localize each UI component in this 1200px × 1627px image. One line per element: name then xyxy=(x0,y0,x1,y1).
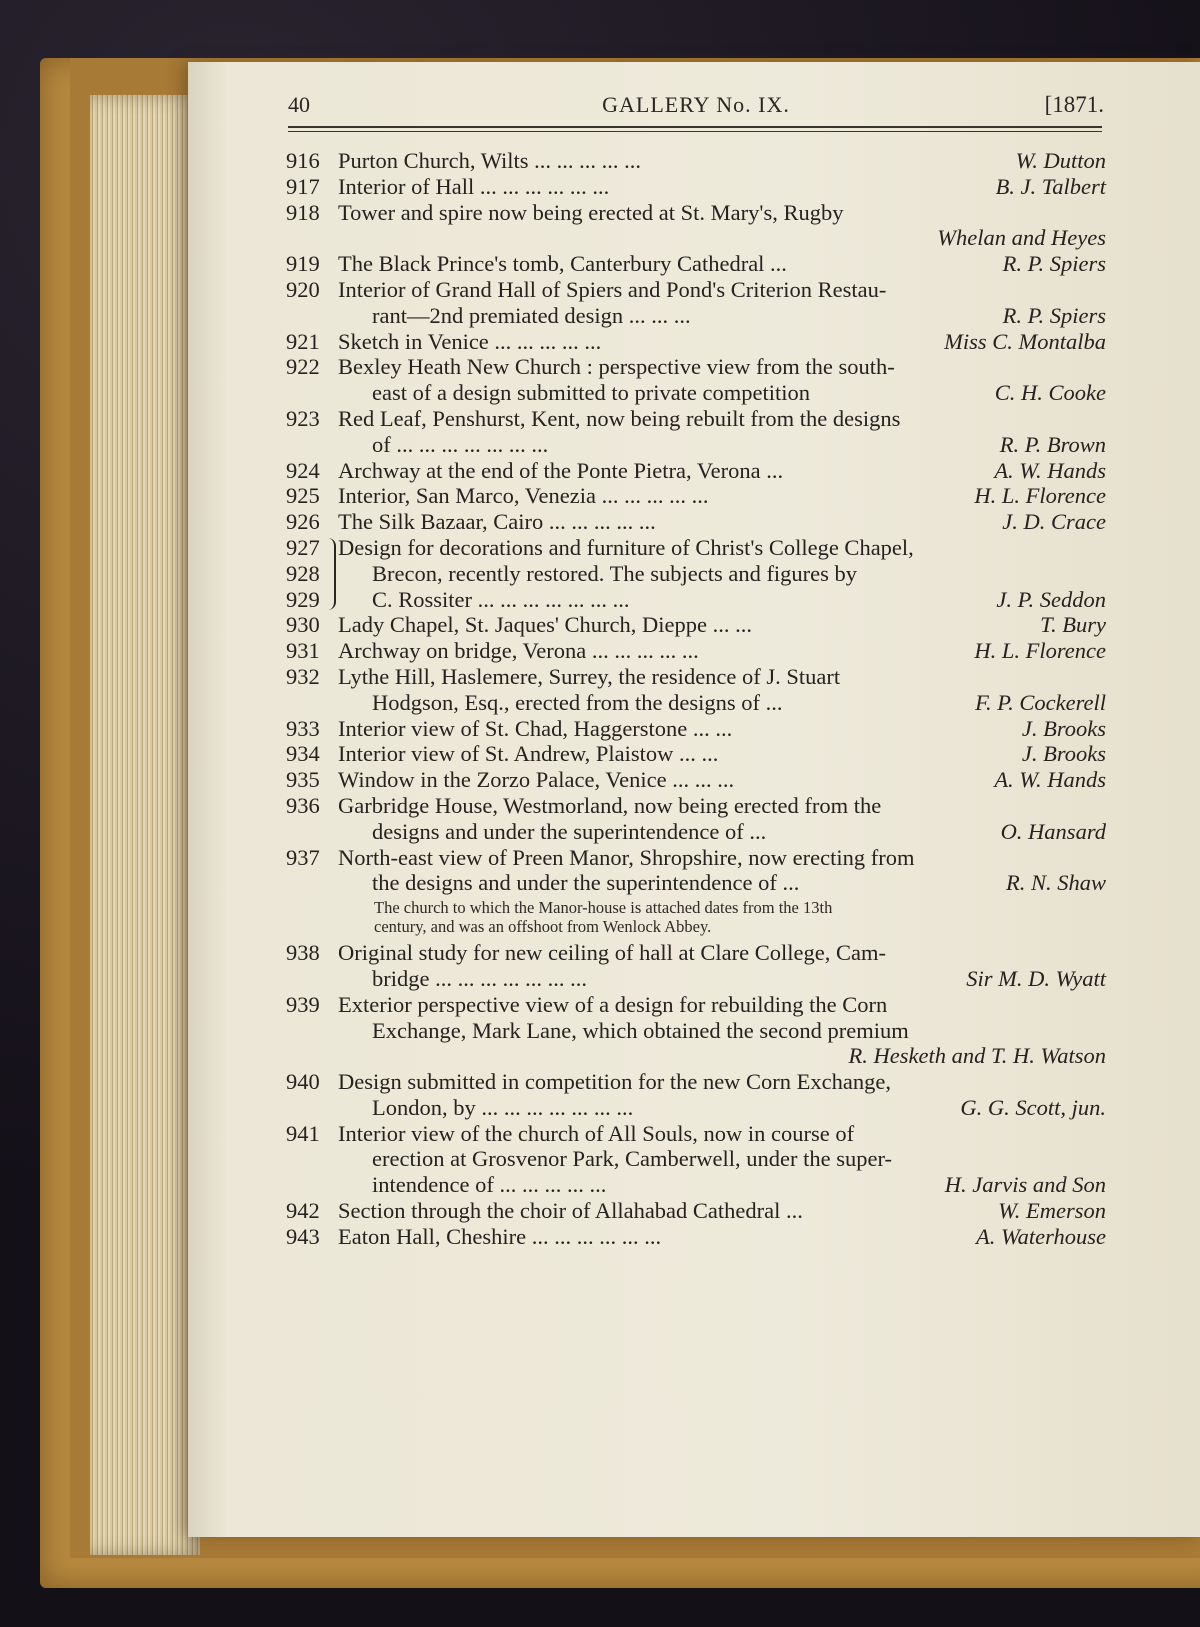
entry-line xyxy=(286,483,1106,509)
entry-artist: W. Emerson xyxy=(998,1198,1106,1224)
entry-number: 935 xyxy=(286,767,320,793)
entry-title: Original study for new ceiling of hall at Clare College, Cam- xyxy=(338,940,886,966)
catalog-entry xyxy=(286,793,1106,845)
entry-number: 926 xyxy=(286,509,320,535)
entry-artist: R. P. Brown xyxy=(999,431,1106,457)
entry-line xyxy=(286,380,1106,406)
entry-number: 921 xyxy=(286,328,320,354)
entry-number: 934 xyxy=(286,741,320,767)
entry-line xyxy=(286,1198,1106,1224)
entry-title: Hodgson, Esq., erected from the designs of ... xyxy=(372,689,783,715)
catalog-entry xyxy=(286,251,1106,277)
entry-note-line: century, and was an offshoot from Wenlock Abbey. xyxy=(374,917,712,937)
entry-title: North-east view of Preen Manor, Shropshire, now erecting from xyxy=(338,844,915,870)
entry-line xyxy=(286,458,1106,484)
catalog-entry xyxy=(286,406,1106,458)
entry-title: Archway at the end of the Ponte Pietra, Verona ... xyxy=(338,457,784,483)
entry-artist: Sir M. D. Wyatt xyxy=(966,965,1106,991)
entry-artist: R. N. Shaw xyxy=(1005,870,1106,896)
page-edges xyxy=(90,95,200,1555)
catalog-list xyxy=(286,148,1106,1250)
entry-artist: C. H. Cooke xyxy=(994,380,1106,406)
catalog-entry xyxy=(286,483,1106,509)
entry-title: of ... ... ... ... ... ... ... xyxy=(372,431,549,457)
catalog-year: [1871. xyxy=(1044,92,1104,117)
page-header xyxy=(288,88,1104,128)
entry-line xyxy=(286,432,1106,458)
entry-line xyxy=(286,587,1106,613)
entry-line xyxy=(286,793,1106,819)
entry-artist: A. W. Hands xyxy=(994,457,1106,483)
entry-number: 933 xyxy=(286,715,320,741)
entry-line xyxy=(286,148,1106,174)
entry-title: Red Leaf, Penshurst, Kent, now being rebuilt from the designs xyxy=(338,405,901,431)
entry-line xyxy=(286,406,1106,432)
entry-number: 922 xyxy=(286,354,320,380)
entry-title: Brecon, recently restored. The subjects and figures by xyxy=(372,560,858,586)
entry-artist: Miss C. Montalba xyxy=(944,328,1106,354)
entry-number: 923 xyxy=(286,405,320,431)
entry-number: 928 xyxy=(286,560,320,586)
catalog-entry xyxy=(286,277,1106,329)
entry-title: Design submitted in competition for the new Corn Exchange, xyxy=(338,1069,892,1095)
entry-line xyxy=(286,251,1106,277)
entry-number: 938 xyxy=(286,940,320,966)
entry-artist: Whelan and Heyes xyxy=(937,225,1106,251)
entry-line xyxy=(286,940,1106,966)
entry-title: Interior of Hall ... ... ... ... ... ... xyxy=(338,173,610,199)
entry-note xyxy=(374,896,1106,940)
entry-line xyxy=(286,200,1106,226)
entry-artist: J. Brooks xyxy=(1021,715,1106,741)
entry-title: Exchange, Mark Lane, which obtained the second premium xyxy=(372,1017,909,1043)
entry-title: Window in the Zorzo Palace, Venice ... ... ... xyxy=(338,767,735,793)
entry-artist: J. P. Seddon xyxy=(996,586,1106,612)
entry-number: 919 xyxy=(286,251,320,277)
entry-line xyxy=(286,1121,1106,1147)
catalog-entry xyxy=(286,1121,1106,1198)
entry-line xyxy=(286,992,1106,1018)
entry-title: Section through the choir of Allahabad Cathedral ... xyxy=(338,1198,803,1224)
entry-line xyxy=(286,303,1106,329)
entry-number: 927 xyxy=(286,534,320,560)
entry-line xyxy=(286,329,1106,355)
entry-line xyxy=(286,277,1106,303)
entry-title: Eaton Hall, Cheshire ... ... ... ... ... ... xyxy=(338,1223,662,1249)
entry-number: 930 xyxy=(286,612,320,638)
catalog-entry xyxy=(286,741,1106,767)
entry-artist: A. Waterhouse xyxy=(975,1223,1106,1249)
entry-artist: H. L. Florence xyxy=(974,483,1106,509)
entry-note-line: The church to which the Manor-house is attached dates from the 13th xyxy=(374,898,833,918)
entry-title: bridge ... ... ... ... ... ... ... xyxy=(372,965,587,991)
entry-number: 920 xyxy=(286,276,320,302)
entry-title: Lady Chapel, St. Jaques' Church, Dieppe ... ... xyxy=(338,612,752,638)
entry-line xyxy=(286,354,1106,380)
entry-number: 932 xyxy=(286,663,320,689)
catalog-entry xyxy=(286,1069,1106,1121)
entry-title: rant—2nd premiated design ... ... ... xyxy=(372,302,691,328)
entry-title: Sketch in Venice ... ... ... ... ... xyxy=(338,328,602,354)
entry-line xyxy=(286,690,1106,716)
catalog-entry xyxy=(286,535,1106,612)
entry-line xyxy=(286,225,1106,251)
catalog-entry xyxy=(286,354,1106,406)
catalog-entry xyxy=(286,148,1106,174)
entry-line xyxy=(286,509,1106,535)
entry-title: Purton Church, Wilts ... ... ... ... ... xyxy=(338,148,642,173)
entry-number: 924 xyxy=(286,457,320,483)
entry-title: erection at Grosvenor Park, Camberwell, under the super- xyxy=(372,1146,892,1172)
entry-number: 936 xyxy=(286,792,320,818)
catalog-entry xyxy=(286,767,1106,793)
entry-line xyxy=(286,561,1106,587)
catalog-entry xyxy=(286,664,1106,716)
entry-number: 931 xyxy=(286,638,320,664)
entry-title: Archway on bridge, Verona ... ... ... ... ... xyxy=(338,638,699,664)
entry-number: 925 xyxy=(286,483,320,509)
entry-line xyxy=(286,1018,1106,1044)
catalog-entry xyxy=(286,1198,1106,1224)
entry-title: Interior view of St. Chad, Haggerstone ... ... xyxy=(338,715,733,741)
entry-line xyxy=(286,664,1106,690)
entry-artist: B. J. Talbert xyxy=(995,173,1106,199)
entry-artist: F. P. Cockerell xyxy=(975,689,1106,715)
entry-artist: H. L. Florence xyxy=(974,638,1106,664)
entry-line xyxy=(286,535,1106,561)
entry-title: The Silk Bazaar, Cairo ... ... ... ... ... xyxy=(338,509,656,535)
entry-title: Interior, San Marco, Venezia ... ... ... ... ... xyxy=(338,483,709,509)
entry-number: 940 xyxy=(286,1069,320,1095)
entry-line xyxy=(286,638,1106,664)
entry-artist: W. Dutton xyxy=(1015,148,1106,173)
entry-line xyxy=(286,612,1106,638)
entry-line xyxy=(286,966,1106,992)
entry-number: 941 xyxy=(286,1120,320,1146)
entry-line xyxy=(286,1043,1106,1069)
header-rule-thick xyxy=(288,126,1102,128)
catalog-entry xyxy=(286,992,1106,1069)
entry-line xyxy=(286,1095,1106,1121)
entry-line xyxy=(286,741,1106,767)
catalog-entry xyxy=(286,638,1106,664)
catalog-entry xyxy=(286,940,1106,992)
entry-artist: R. Hesketh and T. H. Watson xyxy=(848,1043,1106,1069)
entry-number: 942 xyxy=(286,1198,320,1224)
page-number: 40 xyxy=(288,92,310,117)
entry-line xyxy=(286,716,1106,742)
entry-number: 917 xyxy=(286,173,320,199)
entry-number: 939 xyxy=(286,991,320,1017)
header-rule-thin xyxy=(288,131,1102,132)
entry-number: 916 xyxy=(286,148,320,173)
entry-title: The Black Prince's tomb, Canterbury Cathedral ... xyxy=(338,251,787,277)
entry-artist: J. D. Crace xyxy=(1002,509,1106,535)
entry-title: Exterior perspective view of a design for rebuilding the Corn xyxy=(338,991,888,1017)
catalog-entry xyxy=(286,509,1106,535)
entry-title: Bexley Heath New Church : perspective view from the south- xyxy=(338,354,895,380)
entry-number: 929 xyxy=(286,586,320,612)
entry-line xyxy=(286,174,1106,200)
entry-artist: J. Brooks xyxy=(1021,741,1106,767)
entry-title: Garbridge House, Westmorland, now being erected from the xyxy=(338,792,882,818)
catalog-entry xyxy=(286,845,1106,941)
entry-title: intendence of ... ... ... ... ... xyxy=(372,1172,607,1198)
catalog-entry xyxy=(286,612,1106,638)
entry-title: London, by ... ... ... ... ... ... ... xyxy=(372,1094,634,1120)
entry-line xyxy=(286,819,1106,845)
entry-line xyxy=(286,1069,1106,1095)
catalog-entry xyxy=(286,1224,1106,1250)
catalog-entry xyxy=(286,458,1106,484)
entry-line xyxy=(286,1172,1106,1198)
entry-line xyxy=(286,845,1106,871)
entry-line xyxy=(286,1146,1106,1172)
entry-line xyxy=(286,767,1106,793)
entry-number: 918 xyxy=(286,199,320,225)
catalog-entry xyxy=(286,329,1106,355)
entry-title: Lythe Hill, Haslemere, Surrey, the residence of J. Stuart xyxy=(338,663,841,689)
catalog-entry xyxy=(286,200,1106,252)
entry-artist: T. Bury xyxy=(1040,612,1106,638)
entry-title: east of a design submitted to private competition xyxy=(372,380,811,406)
entry-line xyxy=(286,1224,1106,1250)
entry-title: Interior view of St. Andrew, Plaistow ... ... xyxy=(338,741,719,767)
gallery-title: GALLERY No. IX. xyxy=(602,92,790,117)
entry-title: the designs and under the superintendence of ... xyxy=(372,870,800,896)
entry-title: Interior view of the church of All Souls, now in course of xyxy=(338,1120,855,1146)
entry-line xyxy=(286,870,1106,896)
entry-title: designs and under the superintendence of ... xyxy=(372,818,767,844)
entry-artist: R. P. Spiers xyxy=(1002,251,1106,277)
entry-artist: O. Hansard xyxy=(1000,818,1106,844)
entry-number: 937 xyxy=(286,844,320,870)
entry-artist: H. Jarvis and Son xyxy=(944,1172,1106,1198)
catalog-entry xyxy=(286,174,1106,200)
catalog-entry xyxy=(286,716,1106,742)
entry-number: 943 xyxy=(286,1223,320,1249)
entry-artist: R. P. Spiers xyxy=(1002,302,1106,328)
entry-title: Design for decorations and furniture of Christ's College Chapel, xyxy=(338,534,914,560)
entry-artist: A. W. Hands xyxy=(994,767,1106,793)
entry-title: Tower and spire now being erected at St. Mary's, Rugby xyxy=(338,199,844,225)
entry-artist: G. G. Scott, jun. xyxy=(960,1094,1106,1120)
entry-title: Interior of Grand Hall of Spiers and Pond's Criterion Restau- xyxy=(338,276,887,302)
entry-title: C. Rossiter ... ... ... ... ... ... ... xyxy=(372,586,630,612)
